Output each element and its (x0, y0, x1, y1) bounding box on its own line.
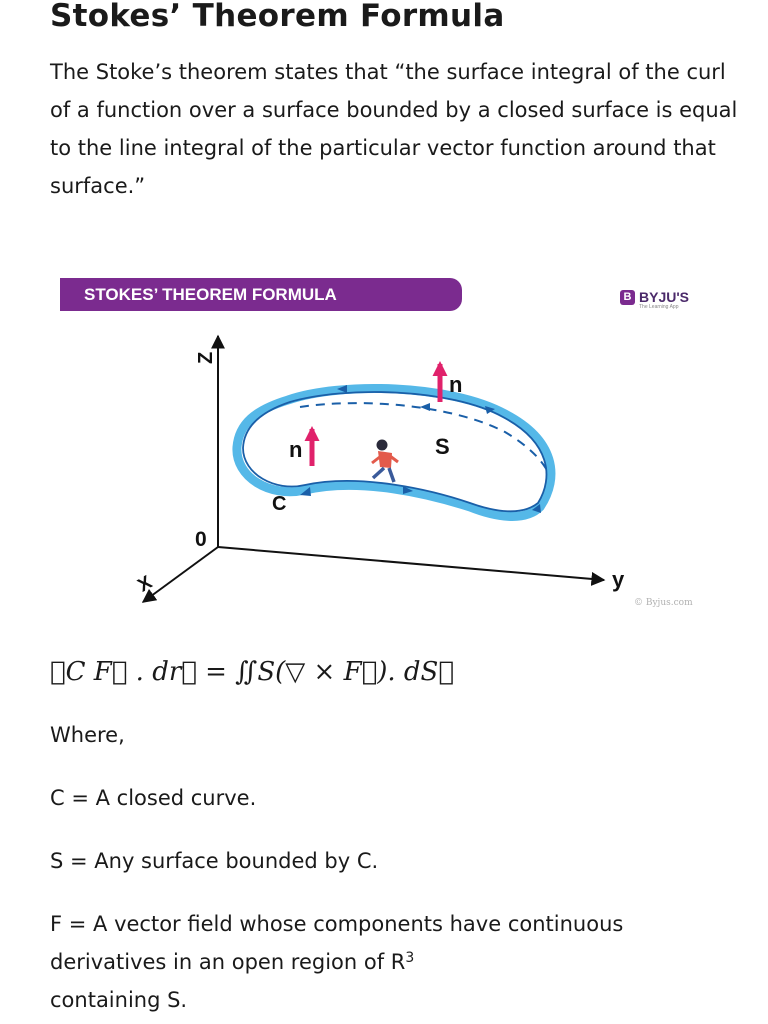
byjus-logo-mark: B (620, 290, 635, 305)
y-axis-label: y (612, 567, 625, 592)
stokes-formula: ∮C F⃗ . dr⃗ = ∬S(▽ × F⃗). dS⃗ (50, 657, 454, 687)
figure-banner: STOKES’ THEOREM FORMULA (60, 278, 462, 311)
byjus-logo-tagline: The Learning App (639, 304, 679, 310)
byjus-logo-name: BYJU'S (639, 289, 690, 305)
definition-f-text: F = A vector field whose components have continuous derivatives in an open region of R (50, 912, 624, 974)
x-axis (143, 547, 218, 602)
curve-arrow-2 (420, 403, 430, 411)
definition-f-tail: containing S. (50, 988, 188, 1012)
definition-f-exponent: 3 (405, 950, 415, 966)
where-label: Where, (50, 723, 125, 747)
curve-label: C (272, 493, 287, 515)
definition-s: S = Any surface bounded by C. (50, 849, 379, 873)
figure-watermark: © Byjus.com (634, 598, 693, 608)
byjus-logo (620, 288, 720, 314)
stokes-diagram (0, 272, 768, 622)
page-title: Stokes’ Theorem Formula (50, 0, 505, 34)
z-axis-label: Z (195, 351, 217, 364)
definition-c: C = A closed curve. (50, 786, 257, 810)
x-axis-label: X (134, 571, 156, 597)
intro-paragraph: The Stoke’s theorem states that “the surface integral of the curl of a function over a surface bounded by a closed surface is equal to the line integral of the particular vector function around that surface.” (50, 60, 738, 198)
origin-label: 0 (195, 528, 207, 551)
y-axis (218, 547, 604, 580)
normal-label-top: n (449, 372, 463, 397)
runner-figure (372, 440, 398, 483)
stokes-figure (0, 272, 768, 622)
definition-f (50, 905, 740, 1019)
normal-label-left: n (289, 437, 303, 462)
surface-label: S (435, 434, 450, 459)
